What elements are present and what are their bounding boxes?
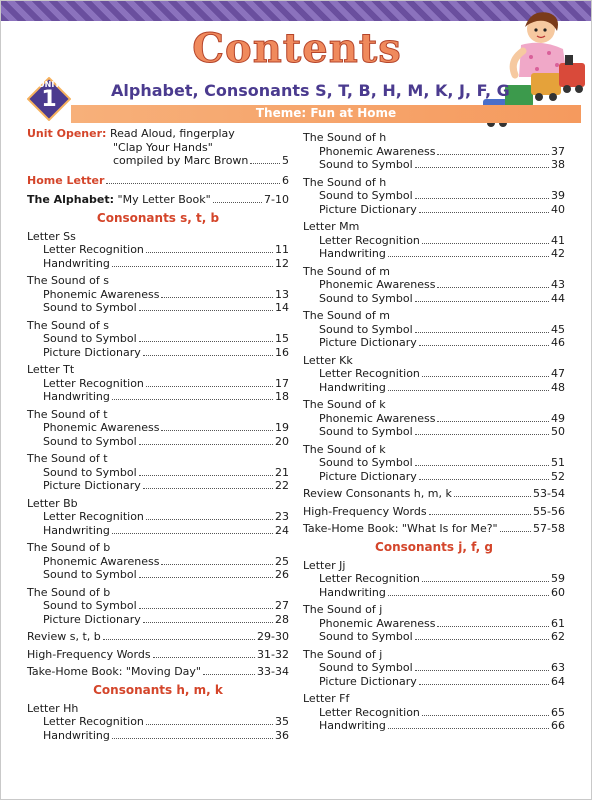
toc-item (303, 706, 565, 720)
page-number: 57-58 (533, 522, 565, 535)
page-number: 13 (275, 287, 289, 301)
toc-group-title: The Sound of t (27, 407, 108, 421)
page-number: 7-10 (264, 193, 289, 206)
toc-item-label: Phonemic Awareness (319, 144, 436, 158)
page-number: 12 (275, 256, 289, 270)
toc-group-title: Letter Ff (303, 692, 350, 705)
page-number: 28 (275, 612, 289, 626)
page-number: 19 (275, 421, 289, 434)
toc-item (303, 425, 565, 439)
toc-item (27, 729, 289, 743)
page-number: 61 (551, 616, 565, 630)
toc-item (303, 661, 565, 675)
page-number: 25 (275, 554, 289, 568)
toc-group-title: Letter Ss (27, 229, 76, 243)
toc-item-label: Sound to Symbol (43, 434, 137, 448)
toc-item-label: Sound to Symbol (319, 661, 413, 674)
section-heading: Consonants h, m, k (93, 682, 223, 697)
page-number: 27 (275, 599, 289, 612)
leader-dots (103, 631, 255, 640)
toc-item-label: Sound to Symbol (319, 189, 413, 202)
toc-item (303, 572, 565, 586)
toc-item-label: Sound to Symbol (319, 291, 413, 305)
toc-group-title: Letter Hh (27, 701, 79, 715)
toc-item-label: Picture Dictionary (319, 469, 417, 483)
page-number: 63 (551, 661, 565, 674)
leader-dots (419, 676, 549, 685)
toc-item (303, 675, 565, 689)
right-group-list-2 (303, 559, 565, 733)
page-number: 15 (275, 332, 289, 345)
leader-dots (419, 471, 549, 480)
toc-item-label: Sound to Symbol (43, 301, 137, 314)
leader-dots (112, 525, 273, 534)
page-number: 6 (282, 173, 289, 187)
review-label: Review Consonants h, m, k (303, 487, 452, 500)
toc-item (303, 630, 565, 644)
page-number: 39 (551, 189, 565, 202)
take-home-label: Take-Home Book: "Moving Day" (27, 665, 201, 678)
leader-dots (139, 600, 273, 609)
toc-group (27, 274, 289, 315)
leader-dots (250, 155, 280, 164)
leader-dots (415, 631, 549, 640)
toc-group-title: Letter Bb (27, 496, 78, 510)
toc-item (303, 470, 565, 484)
toc-group-title: Letter Mm (303, 220, 360, 233)
toc-group-title: The Sound of j (303, 603, 383, 616)
toc-item-label: Letter Recognition (43, 243, 144, 256)
right-group-list-1 (303, 131, 565, 483)
page-number: 24 (275, 523, 289, 537)
toc-item-label: Picture Dictionary (43, 345, 141, 359)
toc-item-label: Handwriting (319, 719, 386, 732)
page-number: 47 (551, 367, 565, 380)
toc-item-label: Sound to Symbol (319, 456, 413, 469)
toc-item (27, 568, 289, 582)
leader-dots (388, 720, 549, 729)
page-number: 48 (551, 380, 565, 394)
page-number: 26 (275, 568, 289, 581)
high-frequency-words-entry (303, 505, 565, 519)
page-number: 21 (275, 465, 289, 479)
leader-dots (454, 488, 531, 497)
toc-item-label: Letter Recognition (43, 715, 144, 728)
leader-dots (213, 194, 262, 203)
unit-opener-line1: Read Aloud, fingerplay (109, 127, 235, 140)
leader-dots (112, 258, 273, 267)
leader-dots (161, 289, 273, 298)
toc-item-label: Phonemic Awareness (43, 421, 160, 434)
toc-item (303, 278, 565, 292)
toc-group-title: Letter Tt (27, 363, 75, 376)
toc-item-label: Picture Dictionary (43, 479, 141, 492)
toc-group (27, 363, 289, 404)
page-title: Contents (192, 25, 402, 72)
toc-group (27, 408, 289, 449)
leader-dots (415, 159, 549, 168)
toc-item-label: Handwriting (43, 390, 110, 403)
toc-group-title: The Sound of m (303, 264, 390, 278)
toc-item-label: Phonemic Awareness (43, 287, 160, 301)
toc-item (303, 586, 565, 600)
leader-dots (143, 347, 273, 356)
toc-group (27, 586, 289, 627)
page-number: 18 (275, 390, 289, 403)
leader-dots (112, 730, 273, 739)
toc-group (27, 541, 289, 582)
toc-item-label: Handwriting (319, 380, 386, 394)
page-number: 50 (551, 425, 565, 438)
leader-dots (437, 618, 549, 627)
page-number: 33-34 (257, 665, 289, 678)
toc-item-label: Sound to Symbol (43, 332, 137, 345)
toc-item (27, 390, 289, 404)
toc-group (27, 702, 289, 743)
toc-item-label: Letter Recognition (319, 367, 420, 380)
toc-item-label: Handwriting (43, 523, 110, 537)
toc-group (27, 497, 289, 538)
toc-item-label: Letter Recognition (43, 510, 144, 523)
toc-item (303, 203, 565, 217)
leader-dots (139, 467, 273, 476)
toc-item-label: Handwriting (319, 585, 386, 599)
leader-dots (143, 480, 273, 489)
leader-dots (415, 457, 549, 466)
toc-item-label: Sound to Symbol (319, 158, 413, 171)
toc-group (303, 265, 565, 306)
leader-dots (422, 368, 549, 377)
toc-group (303, 692, 565, 733)
unit-opener-label: Unit Opener: (27, 127, 107, 140)
toc-item (27, 613, 289, 627)
page-number: 51 (551, 456, 565, 469)
leader-dots (143, 614, 273, 623)
toc-item (27, 301, 289, 315)
toc-item-label: Phonemic Awareness (319, 411, 436, 425)
toc-item-label: Letter Recognition (319, 233, 420, 247)
toc-item (27, 257, 289, 271)
toc-item (303, 234, 565, 248)
page-number: 53-54 (533, 487, 565, 500)
toc-group (303, 398, 565, 439)
leader-dots (388, 382, 549, 391)
leader-dots (139, 436, 273, 445)
unit-title: Alphabet, Consonants S, T, B, H, M, K, J, F, G (111, 81, 510, 100)
hfw-label: High-Frequency Words (303, 504, 427, 518)
home-letter-entry (27, 174, 289, 188)
review-label: Review s, t, b (27, 630, 101, 643)
take-home-book-entry (303, 522, 565, 536)
toc-item-label: Letter Recognition (43, 376, 144, 390)
take-home-book-entry (27, 665, 289, 679)
left-group-list-2 (27, 702, 289, 743)
toc-item-label: Letter Recognition (319, 705, 420, 719)
toc-group (27, 452, 289, 493)
left-column (27, 127, 289, 742)
leader-dots (146, 511, 273, 520)
leader-dots (388, 248, 549, 257)
leader-dots (203, 666, 255, 675)
toc-item (303, 247, 565, 261)
toc-item (303, 323, 565, 337)
toc-item-label: Phonemic Awareness (319, 278, 436, 291)
page-number: 11 (275, 243, 289, 256)
high-frequency-words-entry (27, 648, 289, 662)
page-number: 23 (275, 510, 289, 523)
toc-item (303, 367, 565, 381)
page-number: 20 (275, 434, 289, 448)
toc-item (27, 599, 289, 613)
toc-item-label: Handwriting (43, 256, 110, 270)
toc-group-title: The Sound of k (303, 398, 386, 411)
unit-opener-entry (27, 127, 289, 168)
page-number: 59 (551, 572, 565, 585)
page-number: 60 (551, 585, 565, 599)
toc-group (303, 559, 565, 600)
section-heading: Consonants s, t, b (96, 210, 220, 225)
page-number: 37 (551, 144, 565, 158)
leader-dots (419, 204, 549, 213)
leader-dots (415, 190, 549, 199)
page-number: 14 (275, 301, 289, 314)
page-number: 5 (282, 154, 289, 167)
toc-item (303, 336, 565, 350)
toc-item (27, 377, 289, 391)
page-number: 17 (275, 376, 289, 390)
leader-dots (139, 569, 273, 578)
toc-group-title: The Sound of k (303, 442, 386, 456)
toc-item (303, 189, 565, 203)
toc-item (27, 346, 289, 360)
leader-dots (419, 337, 549, 346)
toc-item (303, 412, 565, 426)
page-number: 65 (551, 705, 565, 719)
page-number: 64 (551, 674, 565, 688)
toc-group (303, 309, 565, 350)
unit-opener-line3: compiled by Marc Brown (113, 154, 249, 167)
toc-group-title: The Sound of b (27, 541, 111, 554)
toc-group-title: The Sound of s (27, 318, 109, 332)
leader-dots (146, 244, 273, 253)
page-number: 44 (551, 291, 565, 305)
page-number: 41 (551, 233, 565, 247)
toc-item-label: Handwriting (319, 247, 386, 260)
toc-group (303, 603, 565, 644)
toc-item (27, 555, 289, 569)
leader-dots (146, 378, 273, 387)
leader-dots (437, 279, 549, 288)
toc-group (303, 176, 565, 217)
toc-item (27, 421, 289, 435)
unit-opener-line2: "Clap Your Hands" (113, 140, 213, 154)
toc-group (303, 648, 565, 689)
toc-item-label: Picture Dictionary (319, 336, 417, 349)
leader-dots (388, 587, 549, 596)
take-home-label: Take-Home Book: "What Is for Me?" (303, 522, 498, 535)
page-number: 16 (275, 345, 289, 359)
toc-group-title: The Sound of s (27, 274, 109, 287)
review-entry (303, 487, 565, 501)
toc-item (303, 292, 565, 306)
toc-item-label: Sound to Symbol (319, 630, 413, 643)
toc-item (303, 617, 565, 631)
toc-item (303, 719, 565, 733)
toc-item (27, 243, 289, 257)
toc-item (303, 158, 565, 172)
leader-dots (415, 324, 549, 333)
toc-group-title: The Sound of h (303, 131, 387, 144)
toc-group (303, 220, 565, 261)
page-number: 36 (275, 728, 289, 742)
hfw-label: High-Frequency Words (27, 647, 151, 661)
unit-number: 1 (41, 87, 57, 112)
toc-group-title: Letter Jj (303, 558, 346, 572)
leader-dots (429, 506, 531, 515)
toc-item-label: Sound to Symbol (43, 599, 137, 612)
leader-dots (415, 662, 549, 671)
leader-dots (161, 422, 273, 431)
alphabet-label: The Alphabet: (27, 193, 115, 206)
toc-group-title: The Sound of m (303, 309, 390, 322)
toc-item-label: Sound to Symbol (43, 568, 137, 581)
leader-dots (139, 302, 273, 311)
toc-item (27, 479, 289, 493)
toc-item (303, 381, 565, 395)
leader-dots (106, 175, 280, 184)
leader-dots (422, 707, 549, 716)
page-number: 42 (551, 247, 565, 260)
leader-dots (139, 333, 273, 342)
toc-item (303, 145, 565, 159)
leader-dots (422, 235, 549, 244)
left-group-list-1 (27, 230, 289, 627)
home-letter-label: Home Letter (27, 173, 105, 187)
section-heading: Consonants j, f, g (375, 539, 493, 554)
alphabet-entry (27, 193, 289, 207)
leader-dots (161, 556, 273, 565)
theme-text: Theme: Fun at Home (255, 106, 397, 120)
leader-dots (500, 523, 531, 532)
toc-group (303, 354, 565, 395)
leader-dots (146, 716, 273, 725)
leader-dots (422, 573, 549, 582)
toc-item (27, 466, 289, 480)
toc-group-title: The Sound of b (27, 585, 111, 599)
page-number: 49 (551, 411, 565, 425)
page-number: 66 (551, 719, 565, 732)
toc-item-label: Handwriting (43, 728, 110, 742)
toc-group (27, 319, 289, 360)
toc-group-title: The Sound of t (27, 452, 108, 465)
page-number: 62 (551, 630, 565, 643)
review-entry (27, 630, 289, 644)
page-number: 45 (551, 322, 565, 336)
toc-item-label: Phonemic Awareness (319, 616, 436, 630)
toc-item-label: Picture Dictionary (43, 612, 141, 626)
leader-dots (415, 426, 549, 435)
toc-item-label: Letter Recognition (319, 572, 420, 585)
toc-item-label: Sound to Symbol (43, 465, 137, 479)
toc-item (27, 715, 289, 729)
right-column (303, 127, 565, 733)
page-number: 55-56 (533, 504, 565, 518)
page-number: 52 (551, 469, 565, 483)
leader-dots (112, 391, 273, 400)
page-number: 31-32 (257, 647, 289, 661)
toc-group (27, 230, 289, 271)
page-number: 40 (551, 202, 565, 216)
leader-dots (415, 293, 549, 302)
leader-dots (437, 146, 549, 155)
toc-item-label: Sound to Symbol (319, 425, 413, 438)
page-number: 38 (551, 158, 565, 171)
toc-item (27, 288, 289, 302)
toc-item-label: Phonemic Awareness (43, 554, 160, 568)
toc-group-title: The Sound of h (303, 175, 387, 189)
leader-dots (437, 413, 549, 422)
page-number: 43 (551, 278, 565, 291)
toc-item (27, 510, 289, 524)
toc-item (27, 524, 289, 538)
toc-item-label: Picture Dictionary (319, 674, 417, 688)
toc-item-label: Picture Dictionary (319, 202, 417, 216)
toc-item-label: Sound to Symbol (319, 322, 413, 336)
alphabet-text: "My Letter Book" (117, 193, 211, 206)
toc-item (27, 435, 289, 449)
page-number: 46 (551, 336, 565, 349)
toc-group (303, 131, 565, 172)
leader-dots (153, 649, 255, 658)
page-number: 35 (275, 715, 289, 728)
toc-item (303, 456, 565, 470)
unit-label: UNIT (38, 80, 60, 89)
toc-group-title: The Sound of j (303, 647, 383, 661)
toc-group-title: Letter Kk (303, 353, 353, 367)
toc-group (303, 443, 565, 484)
toc-item (27, 332, 289, 346)
page-number: 22 (275, 479, 289, 492)
page-number: 29-30 (257, 630, 289, 643)
